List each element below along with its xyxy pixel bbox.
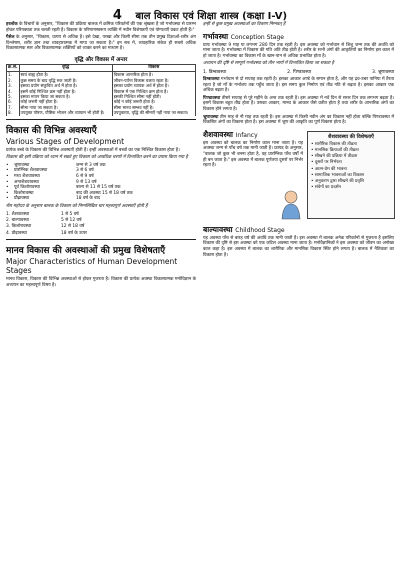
growth-development-table xyxy=(6,64,196,116)
table-header-cell: वृद्धि xyxy=(19,64,112,71)
table-cell: कुछ समय के बाद वृद्धि रुक जाती है। xyxy=(19,78,112,83)
page-title: बाल विकास एवं शिक्षा शास्त्र (कक्षा I-V) xyxy=(135,11,288,22)
dimb-paragraph: डिम्बावस्था गर्भाधान से दो सप्ताह तक रहती है। इसका आकार अण्डे के समान होता है, और यह द्रव-उचर पानिया में तैरता रहता है जो माँ के गर्भाशय तक पहुँच जाता है। इस समय कुल निर्माण एवं तीव्र गति से बढ़ता है। इसका आकार एक अधिक बढ़ता है। xyxy=(203,76,394,94)
page-header xyxy=(0,8,400,23)
list-item: • किशोरावस्था बाद की अवस्था 15 से 18 वर्ष तक xyxy=(6,190,133,196)
table-cell: सीमा नापा जा सकता है। xyxy=(19,105,112,110)
major-heading-en: Major Characteristics of Human Development Stages xyxy=(6,257,178,276)
conception-paragraph: प्रायः गर्भावस्था 9 माह या लगभग 280 दिन तक रहती है। इस अवस्था को गर्भाधान से शिशु जन्म तक की अवधि को माना जाता है। गर्भावस्था में विकास की गति अति तीव्र होती है। शरीर के सभी अंगों की आकृतियों का निर्माण इस काल में हो जाता है। गर्भावस्था का विकास माँ के खान-पान से अधिक प्रभावित होता है। xyxy=(203,42,394,59)
list-item: • प्रौढ़ावस्था 18 वर्ष के बाद xyxy=(6,196,101,202)
table-cell: विकास आन्तरिक होता है। xyxy=(112,72,195,78)
list-item: • सामाजिक भावनाओं का विकास xyxy=(311,173,394,179)
list-item: • भ्रूणावस्था जन्म से 3 वर्ष तक xyxy=(6,162,106,168)
table-cell: इसका प्रयोग व्यापक अर्थ में होता है। xyxy=(112,83,195,88)
table-cell: 8. xyxy=(7,110,20,115)
stages-paragraph-3: रॉस महोदय के अनुसार बालक के विकास को निम्नलिखित चार महत्त्वपूर्ण अवस्थाएँ होती हैं xyxy=(6,203,148,209)
list-item: 1. शैशवावस्था 1 से 5 वर्ष xyxy=(6,211,79,217)
infancy-heading: शैशवावस्था Infancy xyxy=(203,129,258,139)
list-item: 2. बाल्यावस्था 5 से 12 वर्ष xyxy=(6,217,82,223)
list-item: 3. किशोरावस्था 12 से 18 वर्ष xyxy=(6,224,85,230)
major-paragraph: मानव विकास, विकास की विभिन्न अवस्थाओं से होकर गुजरता है। विकास की प्रत्येक अवस्था विकासात्मक मनोविज्ञान के अध्ययन का महत्त्वपूर्ण विषय है। xyxy=(6,277,196,288)
list-item: • पूर्व किशोरावस्था बाल्य से 11 से 15 वर्ष तक xyxy=(6,185,121,191)
list-item: • अन्तशैशवावस्था 9 से 13 वर्ष xyxy=(6,179,97,185)
list-item: • शारीरिक विकास की तीव्रता xyxy=(311,142,394,148)
list-item: 4. प्रौढ़ावस्था 18 वर्ष के ऊपर xyxy=(6,230,87,236)
list-item: • दूसरों पर निर्भरता xyxy=(311,160,394,166)
table-cell: उपयुक्त पोषण, पौष्टिक भोजन और व्यायाम भी होती है। xyxy=(19,110,112,115)
childhood-heading: बाल्यावस्था Childhood Stage xyxy=(203,224,285,234)
table-cell: उपयुक्तता, वृद्धि की सीमाएँ नहीं नापा जा सकता। xyxy=(112,110,195,115)
infancy-paragraph: इस अवस्था को बालक का निर्माण काल माना जाता है। यह अवस्था जन्म से पाँच वर्ष तक मानी जाती है। फ्रायड के अनुसार, "बालक जो कुछ भी बनना होता है, वह प्रारम्भिक पाँच वर्षों में ही बन जाता है।" इस अवस्था में बालक पूर्णतया दूसरों पर निर्भर रहता है। xyxy=(203,140,303,169)
table-cell: इसमें कोई निश्चित क्रम नहीं होता है। xyxy=(19,89,112,94)
child-illustration xyxy=(277,189,305,221)
list-item: • मानसिक क्रियाओं की तीव्रता xyxy=(311,148,394,154)
intro-paragraph-1: हरलॉक के विचारों के अनुसार, "विकास की प्रक्रिया बालक में क्रमिक परिवर्तनों की एक श्रृंखला है जो गर्भावस्था से प्रारम्भ होकर परिपक्वता तक चलती रहती है। विकास के परिणामस्वरूप व्यक्ति में नवीन विशेषताएँ एवं योग्यताएँ प्रकट होती हैं।" xyxy=(6,22,196,33)
list-item: • प्रारम्भिक शैशवावस्था 3 से 6 वर्ष xyxy=(6,168,94,174)
table-cell: सीमा मानव सम्भव नहीं है। xyxy=(112,105,195,110)
list-item: • अनुकरण द्वारा सीखने की प्रवृत्ति xyxy=(311,179,394,185)
conception-types: 1. डिम्बावस्था 2. पिण्डावस्था 3. भ्रूणावस्था xyxy=(203,69,394,75)
table-cell: 1. xyxy=(7,72,20,78)
conception-paragraph-2: अध्ययन की दृष्टि से सम्पूर्ण गर्भावस्था को तीन भागों में विभाजित किया जा सकता है xyxy=(203,61,334,67)
pind-paragraph: पिण्डावस्था तीसरे सप्ताह से पूरे महीने के अन्त तक रहती है। इस अवस्था में नवें दिन से सत्तर दिन तक लगभग बढ़ता है। इसमें विकास बहुत तीव्र होता है। उसका आकार, मानव के आकार जैसे प्रतीत होता है तथा शरीर के आन्तरिक अंगों का विकास होने लगता है। xyxy=(203,95,394,112)
stages-heading-en: Various Stages of Development xyxy=(6,136,125,146)
table-cell: कोई जरूरी नहीं होता है। xyxy=(19,99,112,104)
table-header-cell: क्र.सं. xyxy=(7,65,18,71)
list-item: • संवेगों का प्रदर्शन xyxy=(311,185,394,191)
stages-list xyxy=(6,163,196,202)
stages-heading: विकास की विभिन्न अवस्थाएँ xyxy=(6,125,97,136)
table-cell: 3. xyxy=(7,83,20,88)
table-title: वृद्धि और विकास में अन्तर xyxy=(74,56,128,63)
infancy-features-box: शैशवावस्था की विशेषताएँ • शारीरिक विकास की तीव्रता • मानसिक क्रियाओं की तीव्रता • सीखने की प्रक्रिया में तीव्रता • दूसरों पर निर्भरता • आत्म-प्रेम की भावना • सामाजिक भावनाओं का विकास • अनुकरण द्वारा सीखने की प्रवृत्ति • संवेगों का प्रदर्शन xyxy=(307,131,395,219)
table-cell: जीवन-पर्यन्त विकास चलता रहता है। xyxy=(112,78,195,83)
conception-heading: गर्भावस्था Conception Stage xyxy=(203,31,284,41)
intro-paragraph-2: गैसेल के अनुसार, "विकास, प्रत्यय से अधिक है। इसे देखा, परखा और किसी सीमा तक तीन प्रमुख दिशाओं-शरीर अंग विश्लेषण, शरीर ज्ञान तथा व्यवहारात्मक में मापा जा सकता है।" इन सब में, व्यवहारिक संकेत ही सबसे अधिक विकासात्मक स्तर और विकासात्मक शक्तियों को व्यक्त करने का माध्यम है। xyxy=(6,35,196,52)
table-cell: इसका मापन किया जा सकता है। xyxy=(19,94,112,99)
stages-paragraph-2: विकास की इसी प्रक्रिया को ध्यान में रखते हुए विकास को आवधिक चरणों में विभाजित करने का प्रयास किया गया है xyxy=(6,155,188,161)
list-item: • सीखने की प्रक्रिया में तीव्रता xyxy=(311,154,394,160)
childhood-paragraph: यह अवस्था पाँच से बारह वर्ष की अवधि तक मानी जाती है। इस अवस्था में बालक अनेक परिवर्तनों से गुजरता है इसलिए विकास की दृष्टि से इस अवस्था को एक जटिल अवस्था माना जाता है। मनोवैज्ञानिकों ने इस अवस्था को जीवन का अनोखा काल कहा है। इस अवस्था में बालक का शारीरिक और मानसिक विकास स्थिर होने लगता है। बालक में नैतिकता का विकास होता है। xyxy=(203,235,394,258)
table-cell: 2. xyxy=(7,78,20,83)
major-heading: मानव विकास की अवस्थाओं की प्रमुख विशेषताएँ xyxy=(6,246,166,257)
table-cell: विकास में एक निश्चित क्रम होता है। xyxy=(112,89,195,94)
list-item: • आत्म-प्रेम की भावना xyxy=(311,167,394,173)
table-cell: 6. xyxy=(7,99,20,104)
table-cell: इसकी निश्चित सीमा नहीं होती। xyxy=(112,94,195,99)
right-intro: इन्हीं से कुछ प्रमुख अवस्थाओं का विवरण निम्नवत् हैं xyxy=(203,22,286,27)
stages-paragraph-1: प्रत्येक बच्चे के विकास की विभिन्न अवस्थाएँ होती हैं। इन्हीं अवस्थाओं में बच्चों का एक निश्चित विकास होता है। xyxy=(6,147,180,153)
table-row xyxy=(7,110,196,115)
table-header-cell: विकास xyxy=(112,64,195,71)
table-cell: 5. xyxy=(7,94,20,99)
four-stages-list xyxy=(6,212,196,238)
table-cell: 4. xyxy=(7,89,20,94)
right-column xyxy=(203,22,394,260)
bhrun-paragraph: भ्रूणावस्था तीन माह से नौ माह तक रहती है। इस अवस्था में किसी नवीन अंग का विकास नहीं होता बल्कि पिण्डावस्था में विकसित अंगों का विकास होता है। इस अवस्था में भ्रूण की आकृति का पूर्ण विकास होता है। xyxy=(203,114,394,126)
table-cell: कोई न कोई जरूरी होता है। xyxy=(112,99,195,104)
table-cell: इसका प्रयोग संकुचित अर्थ में होता है। xyxy=(19,83,112,88)
table-cell: स्वयं बाह्य होता है। xyxy=(19,72,112,78)
table-cell: 7. xyxy=(7,105,20,110)
page-number: 4 xyxy=(112,8,122,23)
left-column xyxy=(6,22,196,290)
list-item: • मध्य शैशवावस्था 6 से 9 वर्ष xyxy=(6,174,94,179)
